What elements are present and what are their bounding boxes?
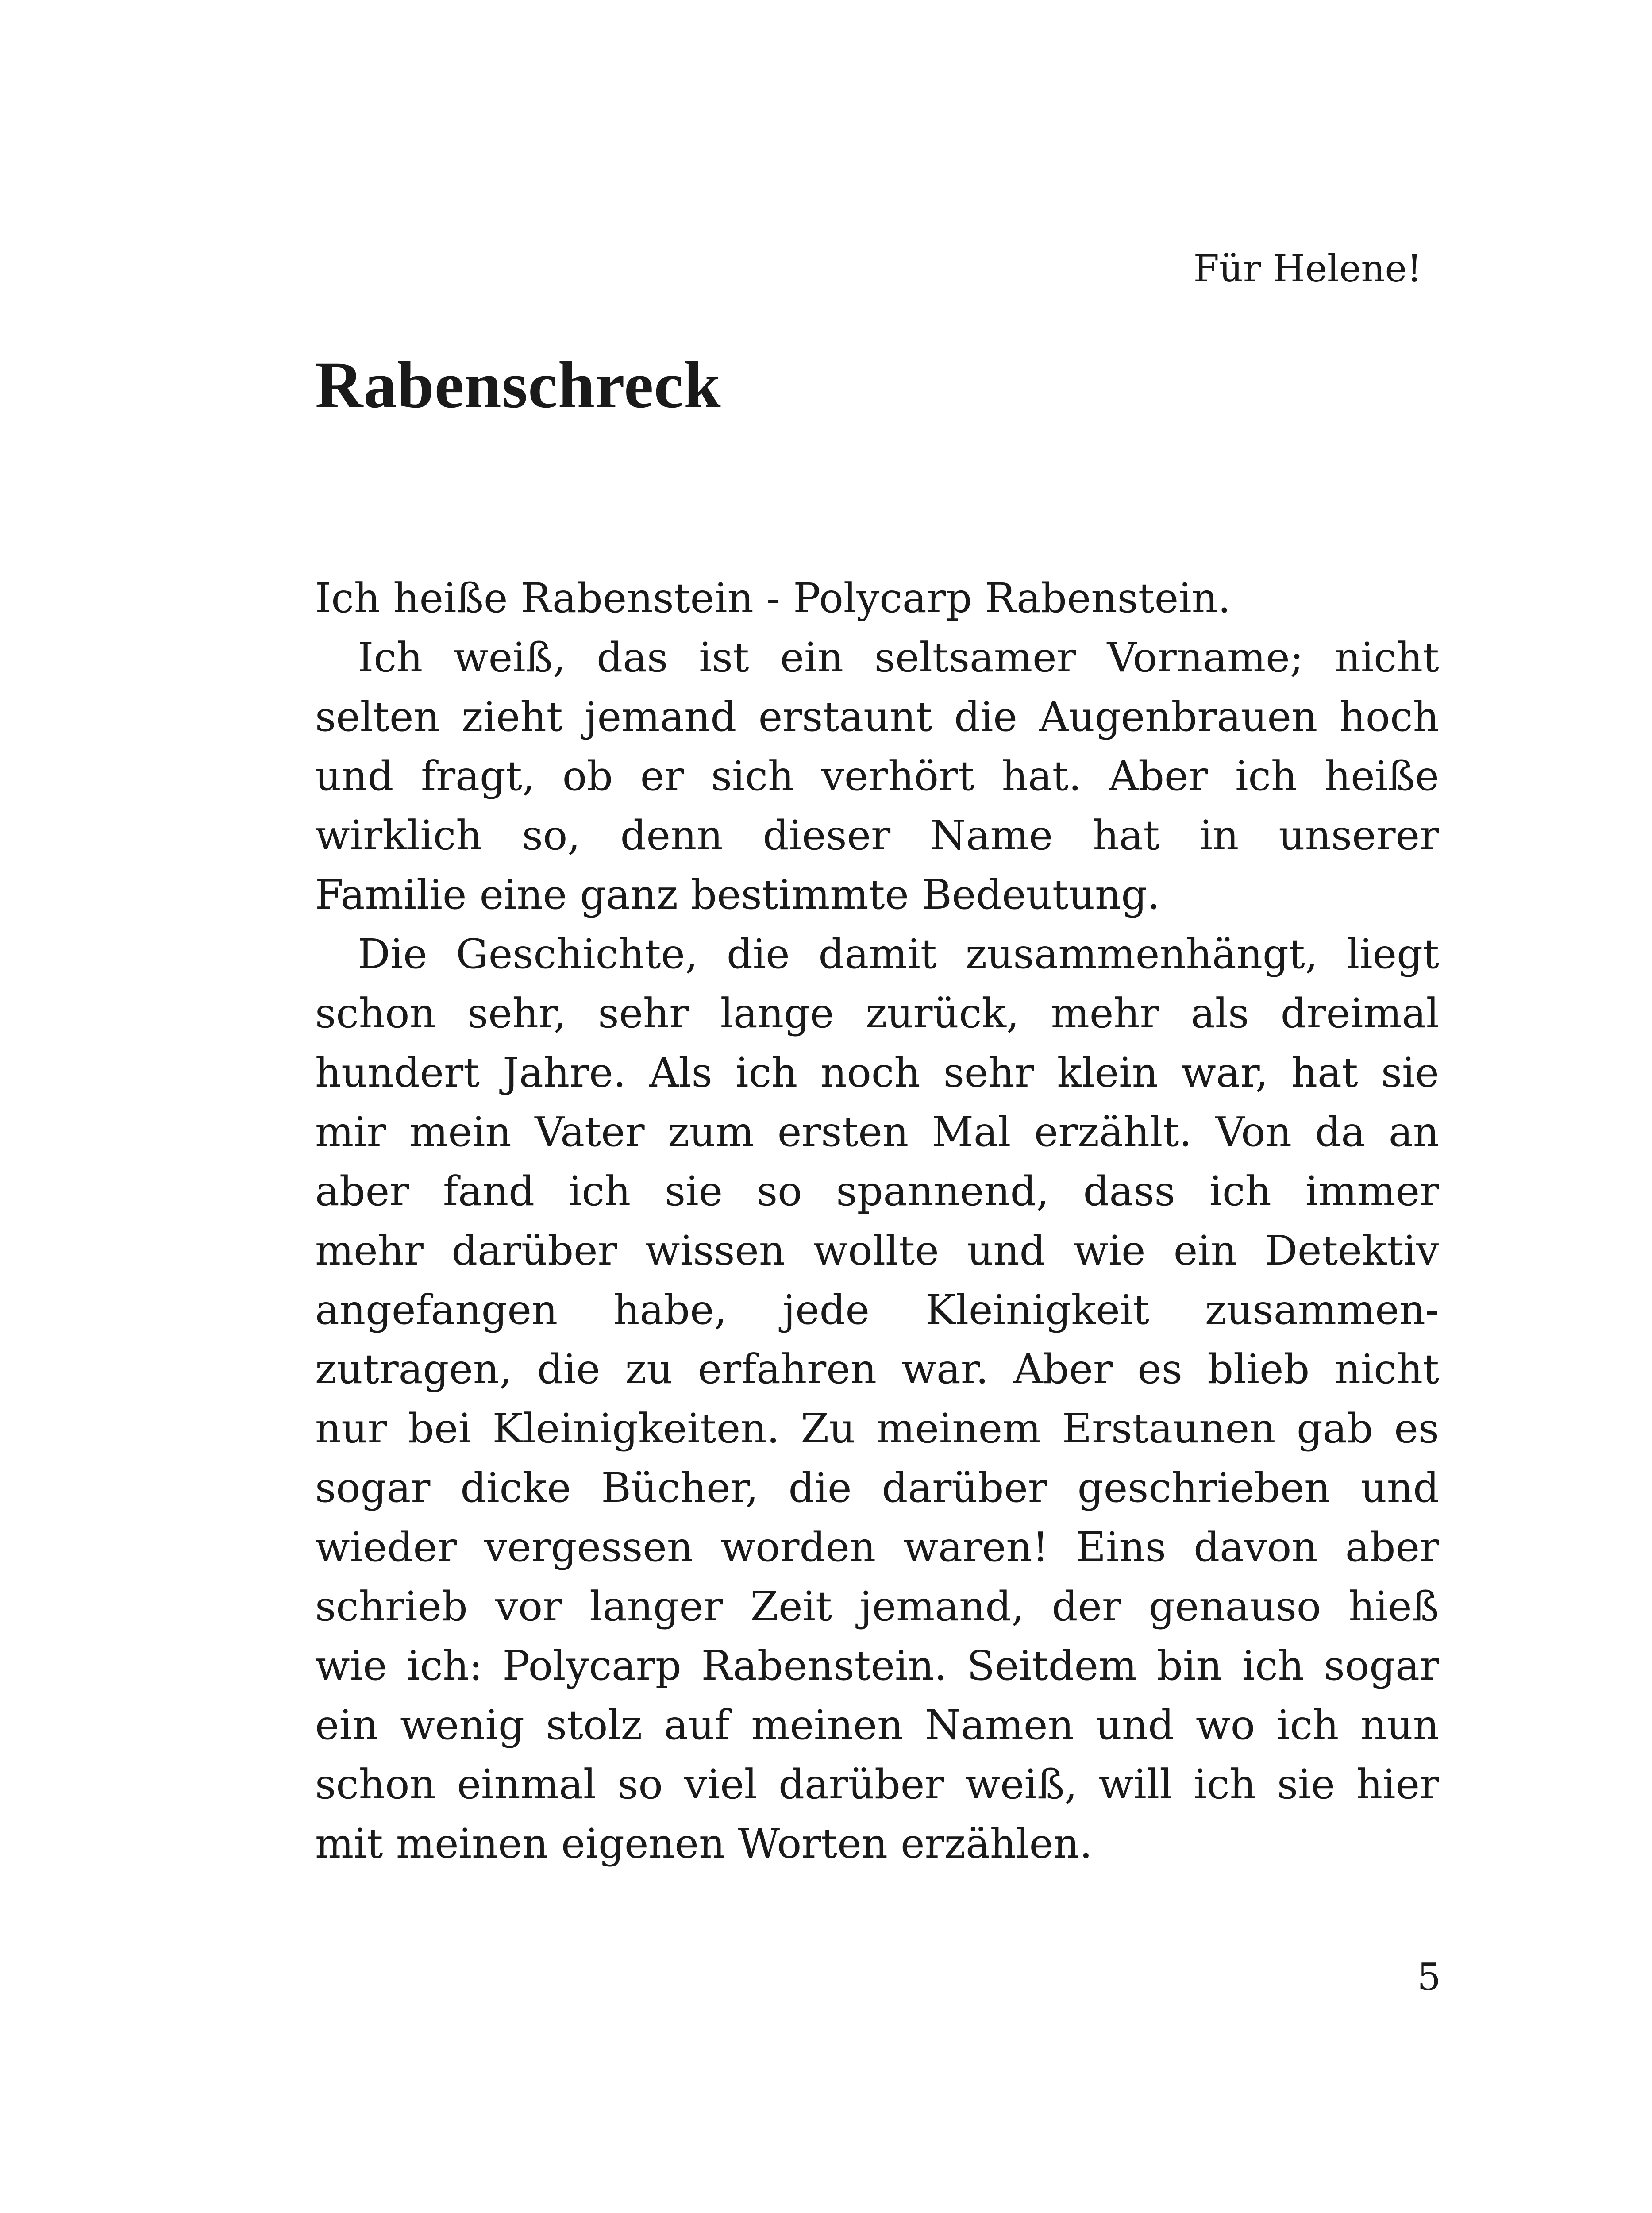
text-line: ein wenig stolz auf meinen Namen und wo ich nun [315, 1701, 1439, 1749]
text-line: schon einmal so viel darüber weiß, will ich sie hier [315, 1761, 1439, 1808]
text-line: hundert Jahre. Als ich noch sehr klein war, hat sie [315, 1049, 1439, 1096]
text-line: wieder vergessen worden waren! Eins davon aber [315, 1523, 1439, 1571]
text-line: sogar dicke Bücher, die darüber geschrieben und [315, 1464, 1439, 1511]
text-line: Ich heiße Rabenstein - Polycarp Rabenstein. [315, 574, 1231, 622]
dedication: Für Helene! [1193, 247, 1422, 290]
text-line: wie ich: Polycarp Rabenstein. Seitdem bin ich sogar [315, 1642, 1439, 1689]
text-line: schrieb vor langer Zeit jemand, der genauso hieß [315, 1583, 1439, 1630]
text-line: angefangen habe, jede Kleinigkeit zusammen- [315, 1286, 1439, 1334]
text-line: mit meinen eigenen Worten erzählen. [315, 1820, 1093, 1867]
page-number: 5 [1417, 1955, 1441, 1999]
text-line: Die Geschichte, die damit zusammenhängt, liegt [358, 930, 1439, 978]
text-line: mir mein Vater zum ersten Mal erzählt. Von da an [315, 1108, 1439, 1156]
text-line: nur bei Kleinigkeiten. Zu meinem Erstaunen gab es [315, 1405, 1439, 1452]
text-line: wirklich so, denn dieser Name hat in unserer [315, 812, 1439, 859]
text-line: schon sehr, sehr lange zurück, mehr als dreimal [315, 990, 1439, 1037]
text-line: und fragt, ob er sich verhört hat. Aber ich heiße [315, 752, 1439, 800]
text-line: zutragen, die zu erfahren war. Aber es blieb nicht [315, 1346, 1439, 1393]
text-line: Ich weiß, das ist ein seltsamer Vorname; nicht [358, 634, 1439, 681]
chapter-title: Rabenschreck [315, 348, 721, 422]
text-line: selten zieht jemand erstaunt die Augenbrauen hoch [315, 693, 1439, 740]
body-text [315, 569, 1439, 1874]
text-line: Familie eine ganz bestimmte Bedeutung. [315, 871, 1160, 918]
text-line: mehr darüber wissen wollte und wie ein Detektiv [315, 1227, 1439, 1274]
text-line: aber fand ich sie so spannend, dass ich immer [315, 1168, 1439, 1215]
